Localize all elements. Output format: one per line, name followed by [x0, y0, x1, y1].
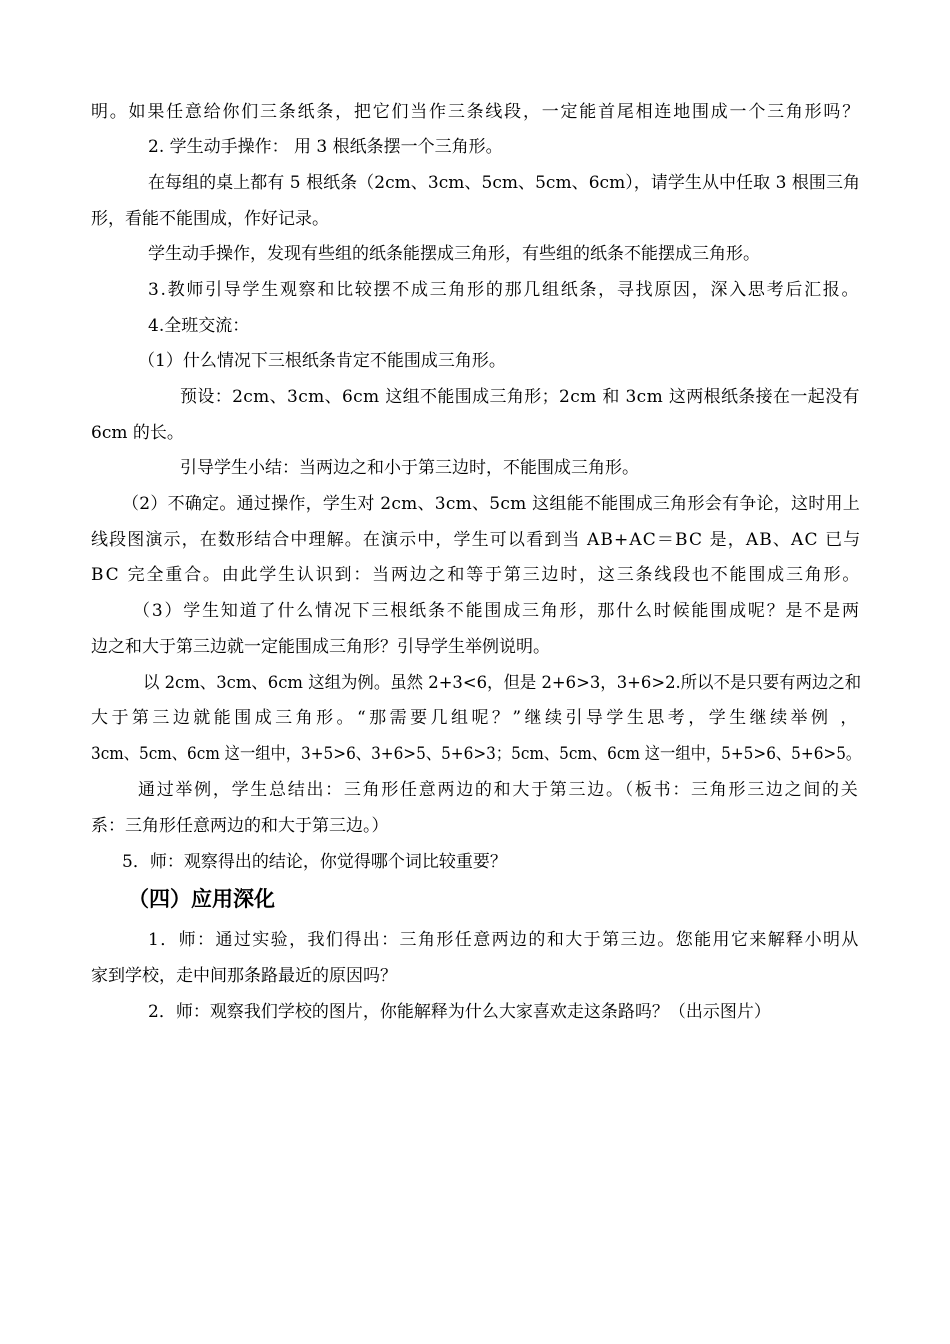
- paragraph-line: 2. 学生动手操作： 用 3 根纸条摆一个三角形。: [148, 137, 503, 157]
- paragraph-line: 明。如果任意给你们三条纸条，把它们当作三条线段，一定能首尾相连地围成一个三角形吗？: [91, 102, 861, 122]
- paragraph-line: （3）学生知道了什么情况下三根纸条不能围成三角形，那什么时候能围成呢？是不是两: [133, 601, 861, 621]
- paragraph-line: 3cm、5cm、6cm 这一组中，3+5>6、3+6>5、5+6>3；5cm、5cm、6cm 这一组中，5+5>6、5+6>5。: [91, 744, 862, 764]
- paragraph-line: 引导学生小结：当两边之和小于第三边时，不能围成三角形。: [180, 458, 639, 478]
- paragraph-line: 边之和大于第三边就一定能围成三角形？引导学生举例说明。: [91, 637, 550, 657]
- paragraph-line: （1）什么情况下三根纸条肯定不能围成三角形。: [138, 351, 506, 371]
- paragraph-line: 以 2cm、3cm、6cm 这组为例。虽然 2+3<6，但是 2+6>3，3+6>2.所以不是只要有两边之和: [143, 673, 862, 693]
- paragraph-line: （2）不确定。通过操作，学生对 2cm、3cm、5cm 这组能不能围成三角形会有争论，这时用上: [122, 494, 860, 514]
- paragraph-line: 家到学校，走中间那条路最近的原因吗？: [91, 966, 397, 986]
- paragraph-line: 大于第三边就能围成三角形。“那需要几组呢？”继续引导学生思考，学生继续举例 ，: [91, 708, 861, 728]
- paragraph-line: 预设：2cm、3cm、6cm 这组不能围成三角形；2cm 和 3cm 这两根纸条接在一起没有: [180, 387, 860, 407]
- paragraph-line: BC 完全重合。由此学生认识到：当两边之和等于第三边时，这三条线段也不能围成三角形。: [91, 565, 862, 585]
- section-heading: （四）应用深化: [128, 887, 275, 911]
- paragraph-line: 学生动手操作，发现有些组的纸条能摆成三角形，有些组的纸条不能摆成三角形。: [148, 244, 760, 264]
- paragraph-line: 4.全班交流：: [148, 316, 250, 336]
- paragraph-line: 在每组的桌上都有 5 根纸条（2cm、3cm、5cm、5cm、6cm），请学生从中任取 3 根围三角: [148, 173, 861, 193]
- paragraph-line: 通过举例，学生总结出：三角形任意两边的和大于第三边。（板书：三角形三边之间的关: [138, 780, 860, 800]
- paragraph-line: 系：三角形任意两边的和大于第三边。）: [91, 816, 389, 836]
- paragraph-line: 1．师：通过实验，我们得出：三角形任意两边的和大于第三边。您能用它来解释小明从: [148, 930, 860, 950]
- paragraph-line: 6cm 的长。: [91, 423, 184, 443]
- paragraph-line: 2．师：观察我们学校的图片，你能解释为什么大家喜欢走这条路吗？（出示图片）: [148, 1002, 771, 1022]
- paragraph-line: 5．师：观察得出的结论，你觉得哪个词比较重要？: [122, 852, 507, 872]
- paragraph-line: 3.教师引导学生观察和比较摆不成三角形的那几组纸条，寻找原因，深入思考后汇报。: [148, 280, 861, 300]
- paragraph-line: 形，看能不能围成，作好记录。: [91, 209, 329, 229]
- paragraph-line: 线段图演示，在数形结合中理解。在演示中，学生可以看到当 AB+AC＝BC 是，AB、AC 已与: [91, 530, 862, 550]
